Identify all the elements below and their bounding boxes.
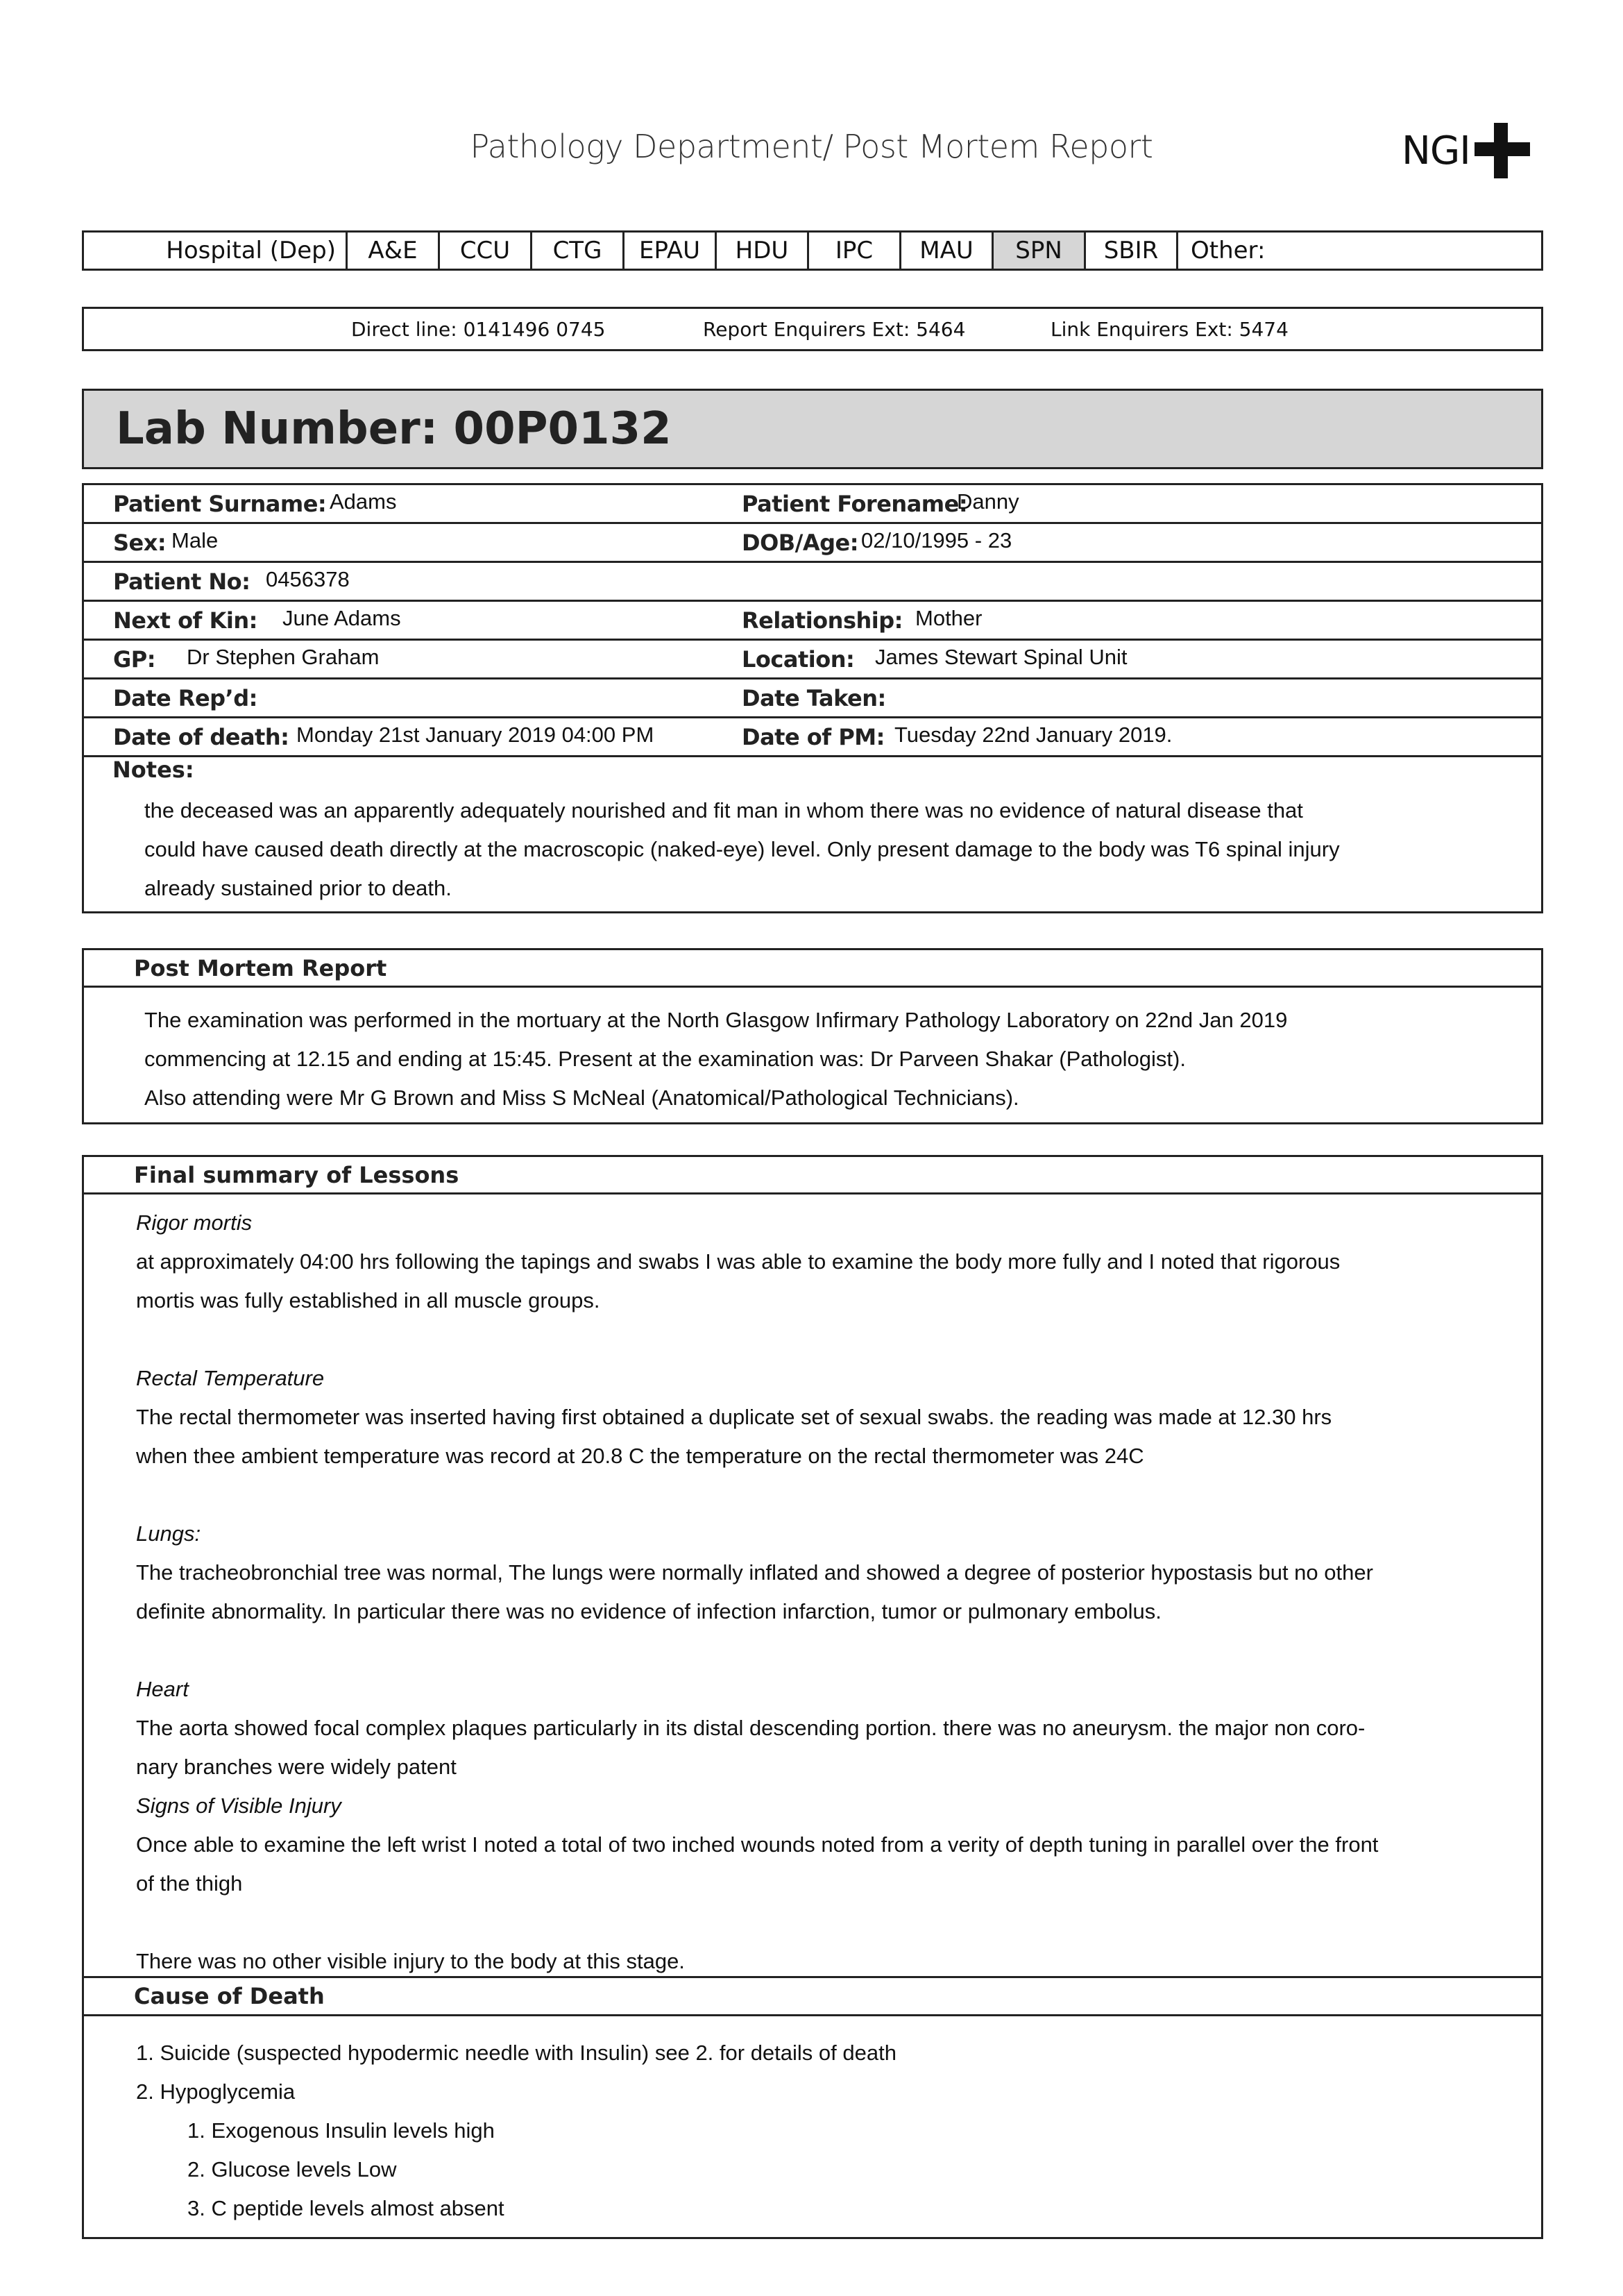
sex-label: Sex: <box>113 530 167 556</box>
dept-ae[interactable]: A&E <box>348 233 440 269</box>
notes-text <box>144 791 1504 908</box>
notes-line: already sustained prior to death. <box>144 876 452 900</box>
dept-hdu[interactable]: HDU <box>717 233 809 269</box>
death-value: Monday 21st January 2019 04:00 PM <box>296 723 654 747</box>
lungs-text: The tracheobronchial tree was normal, The lungs were normally inflated and showed a degree of posterior hypostasis but no other <box>136 1560 1373 1585</box>
sex-value: Male <box>171 528 219 552</box>
forename-label: Patient Forename: <box>742 491 968 517</box>
pm-line: commencing at 12.15 and ending at 15:45. Present at the examination was: Dr Parveen Shakar (Pathologist). <box>144 1047 1186 1071</box>
pm-line: The examination was performed in the mortuary at the North Glasgow Infirmary Pathology Laboratory on 22nd Jan 2019 <box>144 1008 1288 1032</box>
hospital-dep-label: Hospital (Dep) <box>84 233 348 269</box>
cod-subitem: 1. Exogenous Insulin levels high <box>187 2118 495 2143</box>
gp-label: GP: <box>113 646 156 673</box>
notes-label: Notes: <box>112 757 194 783</box>
notes-line: the deceased was an apparently adequately nourished and fit man in whom there was no evidence of natural disease that <box>144 798 1303 822</box>
dept-other[interactable]: Other: <box>1191 237 1266 264</box>
contact-row <box>82 307 1543 351</box>
death-label: Date of death: <box>113 724 289 750</box>
lungs-text: definite abnormality. In particular there was no evidence of infection infarction, tumor or pulmonary embolus. <box>136 1599 1162 1623</box>
dob-label: DOB/Age: <box>742 530 859 556</box>
kin-label: Next of Kin: <box>113 607 257 634</box>
pm-date-value: Tuesday 22nd January 2019. <box>894 723 1173 747</box>
row-gp <box>84 641 1541 679</box>
heart-text: nary branches were widely patent <box>136 1755 457 1779</box>
dept-ipc[interactable]: IPC <box>809 233 901 269</box>
dept-ccu[interactable]: CCU <box>440 233 532 269</box>
patient-no-label: Patient No: <box>113 568 250 595</box>
injury-text: of the thigh <box>136 1871 243 1896</box>
rigor-text: at approximately 04:00 hrs following the tapings and swabs I was able to examine the body more fully and I noted that rigorous <box>136 1249 1341 1274</box>
dept-epau[interactable]: EPAU <box>624 233 717 269</box>
date-taken-label: Date Taken: <box>742 685 886 711</box>
location-value: James Stewart Spinal Unit <box>875 645 1128 669</box>
dob-value: 02/10/1995 - 23 <box>861 528 1012 552</box>
gp-value: Dr Stephen Graham <box>187 645 380 669</box>
location-label: Location: <box>742 646 855 673</box>
relationship-value: Mother <box>915 606 983 630</box>
date-repd-label: Date Rep’d: <box>113 685 257 711</box>
department-row <box>82 230 1543 271</box>
logo-text: NGI <box>1402 128 1470 174</box>
cause-of-death-body <box>136 2034 897 2228</box>
cause-of-death-heading: Cause of Death <box>84 1976 1541 2016</box>
dept-mau[interactable]: MAU <box>901 233 994 269</box>
rectal-text: when thee ambient temperature was record at 20.8 C the temperature on the rectal thermometer was 24C <box>136 1444 1144 1468</box>
row-name <box>84 485 1541 524</box>
dept-ctg[interactable]: CTG <box>532 233 624 269</box>
post-mortem-heading: Post Mortem Report <box>84 950 1541 988</box>
report-title: Pathology Department/ Post Mortem Report <box>470 128 1153 165</box>
heart-text: The aorta showed focal complex plaques particularly in its distal descending portion. there was no aneurysm. the major non coro- <box>136 1716 1366 1740</box>
injury-text: There was no other visible injury to the body at this stage. <box>136 1949 685 1973</box>
row-sex <box>84 524 1541 563</box>
surname-value: Adams <box>330 489 397 514</box>
heart-heading: Heart <box>136 1677 189 1701</box>
cod-subitem: 3. C peptide levels almost absent <box>187 2196 504 2220</box>
relationship-label: Relationship: <box>742 607 903 634</box>
lab-number-box <box>82 389 1543 469</box>
report-enquirers: Report Enquirers Ext: 5464 <box>703 317 966 341</box>
pm-date-label: Date of PM: <box>742 724 885 750</box>
patient-no-value: 0456378 <box>266 567 350 591</box>
dept-sbir[interactable]: SBIR <box>1086 233 1178 269</box>
row-kin <box>84 602 1541 641</box>
row-dates <box>84 679 1541 718</box>
dept-spn[interactable]: SPN <box>994 233 1086 269</box>
post-mortem-text <box>144 1001 1504 1117</box>
injury-text: Once able to examine the left wrist I noted a total of two inched wounds noted from a verity of depth tuning in parallel over the front <box>136 1832 1379 1857</box>
rigor-heading: Rigor mortis <box>136 1210 253 1235</box>
injury-heading: Signs of Visible Injury <box>136 1793 341 1818</box>
cod-item: 1. Suicide (suspected hypodermic needle with Insulin) see 2. for details of death <box>136 2041 897 2065</box>
lab-number: Lab Number: 00P0132 <box>116 403 672 455</box>
lessons-body <box>136 1204 1510 1981</box>
cod-subitem: 2. Glucose levels Low <box>187 2157 397 2181</box>
forename-value: Danny <box>957 489 1019 514</box>
lungs-heading: Lungs: <box>136 1521 201 1546</box>
surname-label: Patient Surname: <box>113 491 327 517</box>
rectal-heading: Rectal Temperature <box>136 1366 325 1390</box>
cod-item: 2. Hypoglycemia <box>136 2079 296 2104</box>
rigor-text: mortis was fully established in all muscle groups. <box>136 1288 600 1312</box>
cross-logo-icon <box>1473 121 1531 180</box>
row-patient-no <box>84 563 1541 602</box>
row-death <box>84 718 1541 757</box>
kin-value: June Adams <box>282 606 401 630</box>
pm-line: Also attending were Mr G Brown and Miss S McNeal (Anatomical/Pathological Technicians). <box>144 1086 1019 1110</box>
direct-line: Direct line: 0141496 0745 <box>351 317 606 341</box>
rectal-text: The rectal thermometer was inserted having first obtained a duplicate set of sexual swabs. the reading was made at 12.30 hrs <box>136 1405 1332 1429</box>
ngi-logo <box>1402 119 1531 182</box>
lessons-heading: Final summary of Lessons <box>84 1157 1541 1195</box>
link-enquirers: Link Enquirers Ext: 5474 <box>1051 317 1289 341</box>
notes-line: could have caused death directly at the macroscopic (naked-eye) level. Only present damage to the body was T6 spinal injury <box>144 837 1340 861</box>
